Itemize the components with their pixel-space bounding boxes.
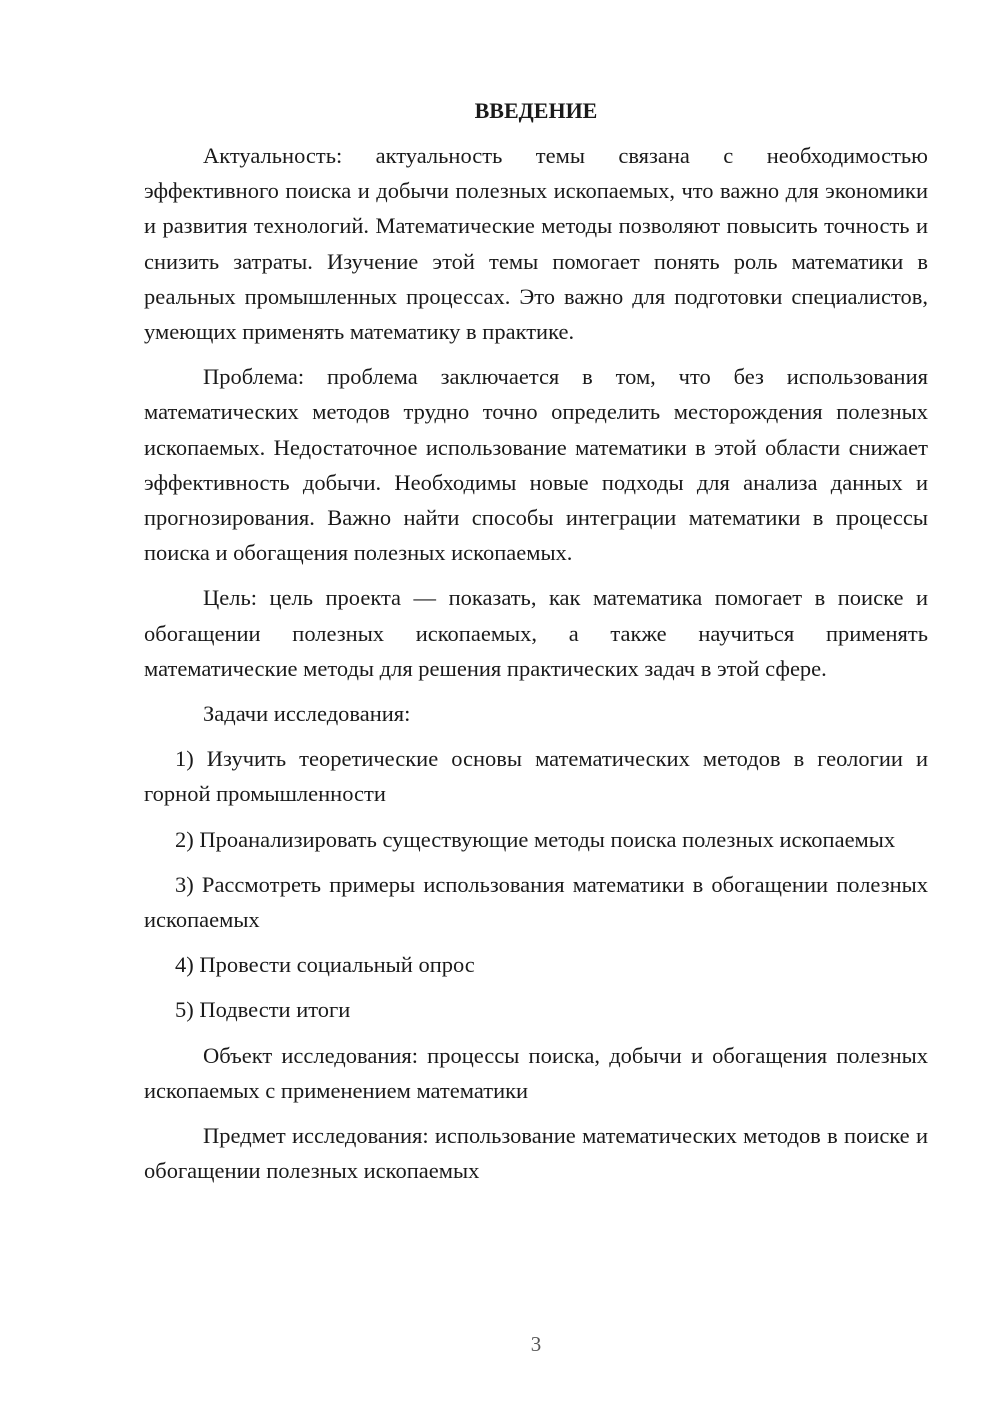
object-paragraph: Объект исследования: процессы поиска, добычи и обогащения полезных ископаемых с применением математики [144,1042,928,1103]
relevance-paragraph: Актуальность: актуальность темы связана с необходимостью эффективного поиска и добычи полезных ископаемых, что важно для экономики и развития технологий. Математические методы позволяют повысить точность и снизить затраты. Изучение этой темы помогает понять роль математики в реальных промышленных процессах. Это важно для подготовки специалистов, умеющих применять математику в практике. [144,143,928,345]
list-item: 2) Проанализировать существующие методы поиска полезных ископаемых [175,826,896,852]
list-item: 3) Рассмотреть примеры использования математики в обогащении полезных ископаемых [144,871,928,933]
list-item: 1) Изучить теоретические основы математических методов в геологии и горной промышленности [144,746,928,807]
problem-paragraph: Проблема: проблема заключается в том, что без использования математических методов трудно точно определить месторождения полезных ископаемых. Недостаточное использование математики в этой области снижает эффективность добычи. Необходимы новые подходы для анализа данных и прогнозирования. Важно найти способы интеграции математики в процессы поиска и обогащения полезных ископаемых. [144,364,928,566]
goal-paragraph: Цель: цель проекта — показать, как математика помогает в поиске и обогащении полезных ископаемых, а также научиться применять математические методы для решения практических задач в этой сфере. [144,585,928,681]
list-item: 4) Провести социальный опрос [175,952,475,978]
tasks-heading: Задачи исследования: [203,701,411,727]
tasks-list [144,741,928,1027]
page-title: ВВЕДЕНИЕ [474,98,598,123]
list-item: 5) Подвести итоги [175,997,351,1023]
subject-paragraph: Предмет исследования: использование математических методов в поиске и обогащении полезных ископаемых [144,1123,928,1184]
page-number: 3 [530,1332,542,1356]
document-page [144,92,928,1198]
